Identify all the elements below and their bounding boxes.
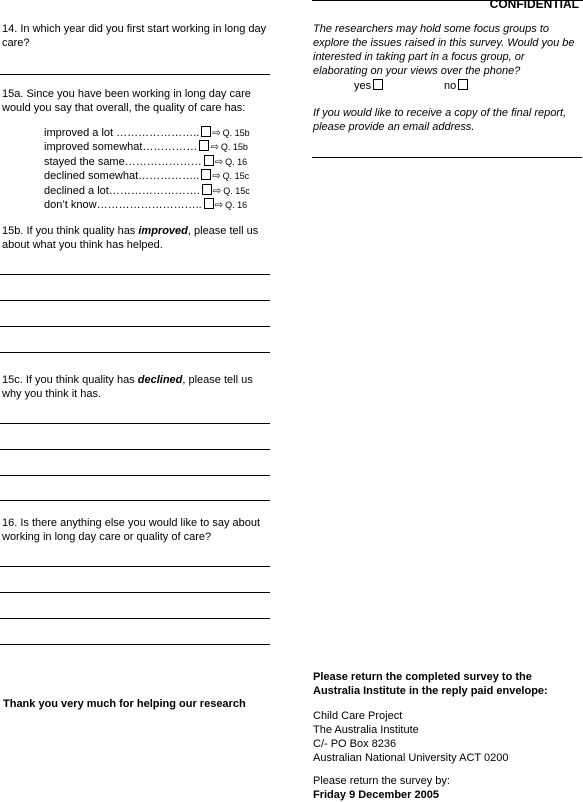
question-15c-post: , please tell us why you think it has.: [2, 374, 253, 400]
address-line-1: Child Care Project: [313, 710, 403, 722]
thank-you-note: Thank you very much for helping our research: [3, 698, 246, 710]
option-label: don’t know………………………..: [44, 199, 202, 211]
answer-line-15c-1[interactable]: [0, 423, 270, 424]
option-15a-1[interactable]: [44, 126, 250, 141]
question-15b-pre: 15b. If you think quality has: [2, 225, 139, 237]
option-skip-target: Q. 15c: [223, 185, 250, 196]
arrow-right-icon: ⇨: [212, 128, 221, 139]
option-15a-4[interactable]: [44, 169, 249, 184]
address-line-3: C/- PO Box 8236: [313, 738, 397, 750]
answer-line-15c-3[interactable]: [0, 475, 270, 476]
address-line-2: The Australia Institute: [313, 724, 419, 736]
return-heading: Please return the completed survey to the Australia Institute in the reply paid envelope:: [313, 671, 548, 697]
option-15a-5[interactable]: [44, 184, 250, 199]
option-checkbox[interactable]: [204, 155, 214, 166]
option-checkbox[interactable]: [199, 140, 209, 151]
option-checkbox[interactable]: [201, 126, 211, 137]
focus-no-checkbox[interactable]: [458, 79, 468, 90]
focus-yes-option[interactable]: [354, 79, 383, 93]
confidential-label: CONFIDENTIAL: [489, 0, 579, 11]
focus-group-question: The researchers may hold some focus groups to explore the issues raised in this survey. Would you be interested in taking part in a focus group, or elaborating on your views over the phone?: [313, 23, 575, 77]
answer-line-15b-3[interactable]: [0, 326, 270, 327]
option-15a-2[interactable]: [44, 140, 248, 155]
answer-line-16-1[interactable]: [0, 566, 270, 567]
question-14: 14. In which year did you first start working in long day care?: [2, 23, 267, 49]
arrow-right-icon: ⇨: [214, 200, 224, 211]
arrow-right-icon: ⇨: [212, 171, 221, 183]
answer-line-15c-4[interactable]: [0, 500, 270, 501]
option-label: declined a lot…………………….: [44, 184, 200, 197]
option-label: improved a lot …………………..: [44, 127, 200, 139]
question-15b-emphasis: improved: [138, 225, 188, 237]
answer-line-15b-1[interactable]: [0, 274, 270, 275]
option-checkbox[interactable]: [202, 184, 212, 195]
option-checkbox[interactable]: [204, 198, 214, 209]
focus-no-label: no: [444, 80, 457, 92]
return-by-date: Friday 9 December 2005: [313, 789, 439, 801]
option-15a-6[interactable]: [44, 198, 247, 213]
option-checkbox[interactable]: [201, 169, 211, 180]
arrow-right-icon: ⇨: [212, 185, 222, 197]
return-by-label: Please return the survey by:: [313, 775, 450, 787]
option-skip-target: Q. 15b: [220, 142, 248, 153]
answer-line-14[interactable]: [0, 74, 270, 75]
option-label: improved somewhat……………: [44, 141, 198, 154]
focus-yes-label: yes: [354, 80, 372, 92]
focus-no-option[interactable]: [444, 79, 468, 93]
answer-line-15b-4[interactable]: [0, 352, 270, 353]
question-15a: 15a. Since you have been working in long day care would you say that overall, the quality of care has:: [2, 88, 251, 114]
answer-line-15c-2[interactable]: [0, 449, 270, 450]
option-skip-target: Q. 15c: [222, 171, 250, 182]
question-15c: [2, 373, 274, 401]
focus-yes-checkbox[interactable]: [373, 79, 383, 90]
question-15c-emphasis: declined: [137, 374, 183, 386]
arrow-right-icon: ⇨: [210, 142, 219, 154]
option-skip-target: Q. 16: [225, 156, 248, 167]
option-15a-3[interactable]: [44, 155, 247, 170]
answer-line-16-2[interactable]: [0, 592, 270, 593]
arrow-right-icon: ⇨: [214, 156, 224, 168]
question-16: 16. Is there anything else you would like to say about working in long day care or quality of care?: [2, 517, 261, 543]
option-skip-target: Q. 15b: [222, 128, 250, 138]
report-request: If you would like to receive a copy of the final report, please provide an email address.: [313, 107, 567, 133]
option-label: stayed the same…………………: [44, 155, 202, 168]
question-15c-pre: 15c. If you think quality has: [2, 374, 138, 386]
question-15b-post: , please tell us about what you think has helped.: [2, 225, 259, 251]
address-line-4: Australian National University ACT 0200: [313, 752, 509, 764]
option-label: declined somewhat……………..: [44, 170, 200, 183]
option-skip-target: Q. 16: [225, 200, 248, 210]
answer-line-15b-2[interactable]: [0, 300, 270, 301]
answer-line-16-3[interactable]: [0, 618, 270, 619]
question-15b: [2, 224, 274, 252]
top-rule: [312, 0, 583, 1]
answer-line-16-4[interactable]: [0, 644, 270, 645]
email-answer-line[interactable]: [312, 157, 582, 158]
